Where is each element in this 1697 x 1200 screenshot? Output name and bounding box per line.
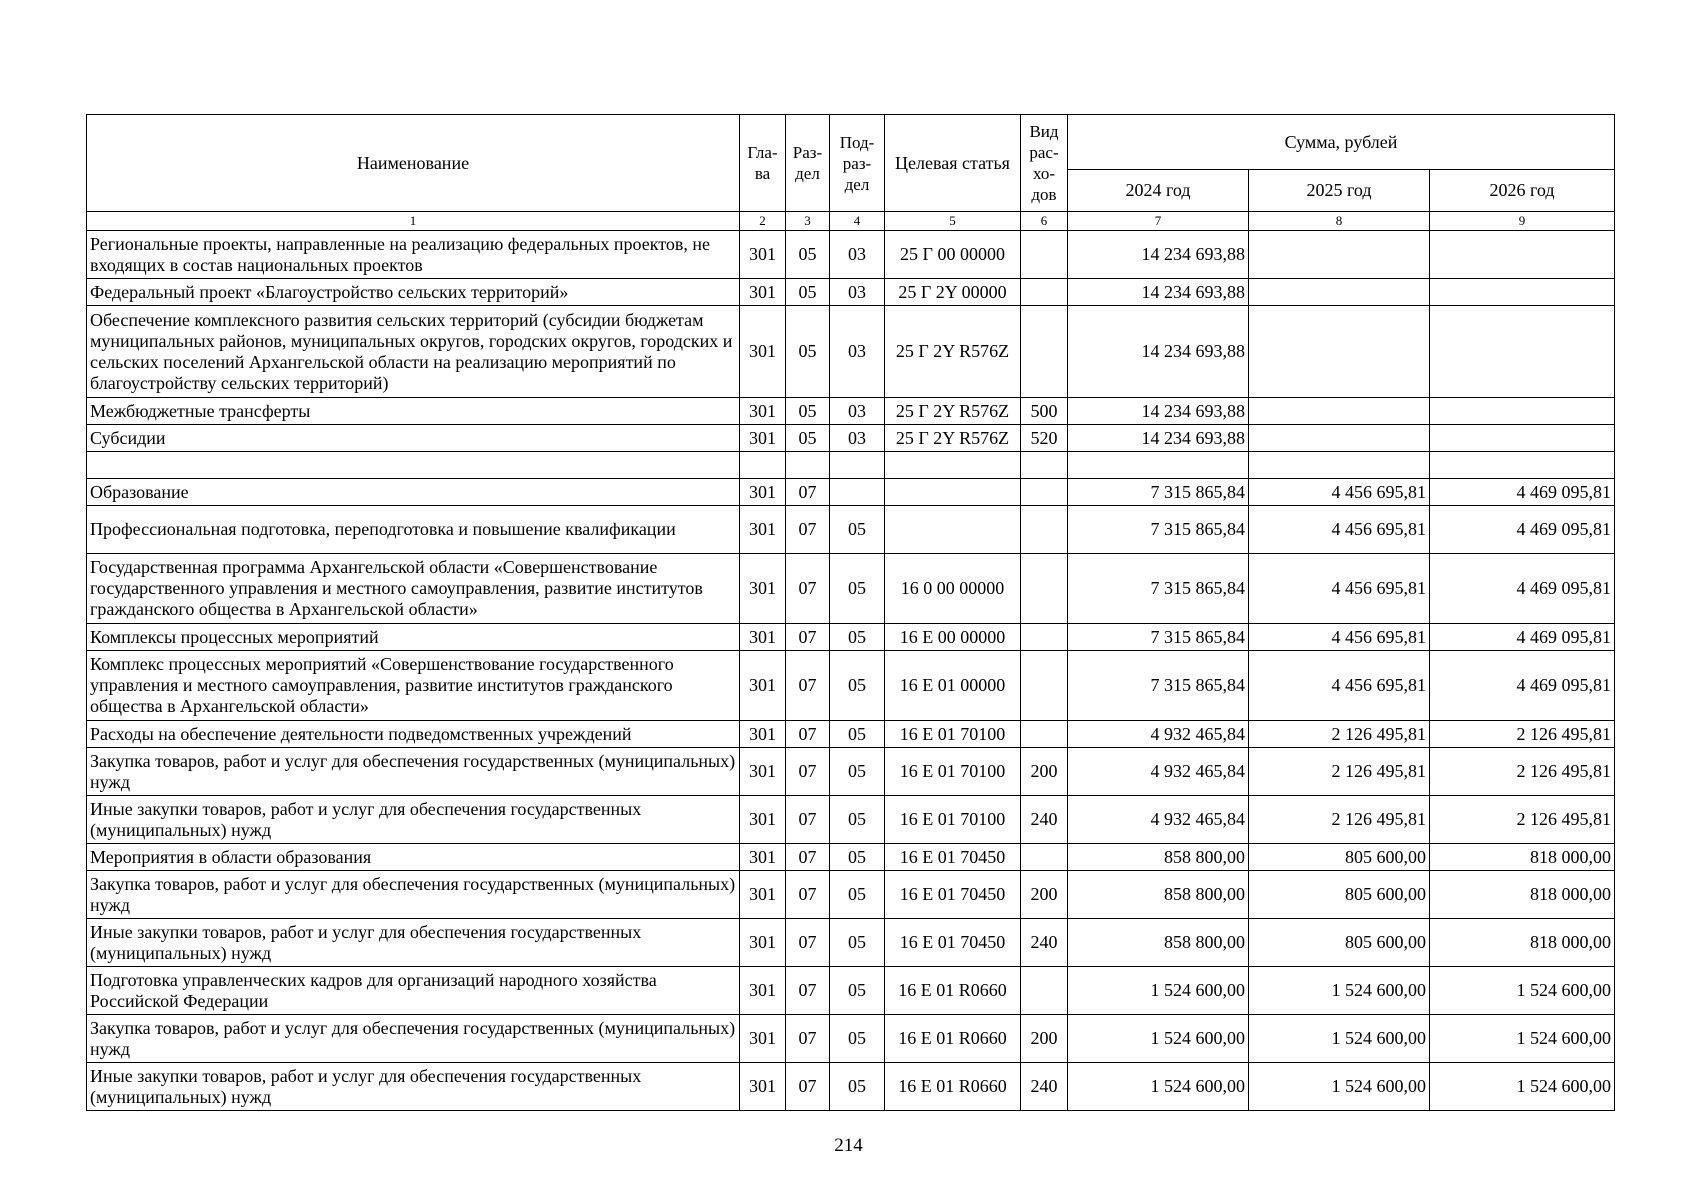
row-sum-2024: 858 800,00 <box>1068 919 1249 967</box>
budget-table <box>86 114 1615 1111</box>
row-target: 16 Е 01 R0660 <box>885 967 1021 1015</box>
row-name: Образование <box>87 479 740 506</box>
column-number: 5 <box>885 212 1021 231</box>
row-expense-type: 200 <box>1021 748 1068 796</box>
row-subsection: 03 <box>830 279 885 306</box>
row-sum-2025: 4 456 695,81 <box>1249 506 1430 554</box>
row-chapter: 301 <box>740 398 786 425</box>
row-section: 05 <box>786 425 830 452</box>
row-chapter: 301 <box>740 279 786 306</box>
header-section: Раз-дел <box>786 115 830 212</box>
table-row <box>87 919 1615 967</box>
column-number: 7 <box>1068 212 1249 231</box>
column-number: 4 <box>830 212 885 231</box>
row-section: 07 <box>786 651 830 721</box>
row-chapter: 301 <box>740 624 786 651</box>
row-sum-2026: 1 524 600,00 <box>1430 1063 1615 1111</box>
row-chapter <box>740 452 786 479</box>
table-row <box>87 651 1615 721</box>
table-row <box>87 1063 1615 1111</box>
row-name: Закупка товаров, работ и услуг для обеспечения государственных (муниципальных) нужд <box>87 748 740 796</box>
row-sum-2026: 818 000,00 <box>1430 844 1615 871</box>
row-name: Государственная программа Архангельской области «Совершенствование государственного управления и местного самоуправления, развитие институтов гражданского общества в Архангельской области» <box>87 554 740 624</box>
row-expense-type <box>1021 844 1068 871</box>
row-expense-type <box>1021 279 1068 306</box>
row-section: 05 <box>786 306 830 398</box>
table-row <box>87 748 1615 796</box>
row-expense-type: 240 <box>1021 919 1068 967</box>
row-sum-2026: 4 469 095,81 <box>1430 624 1615 651</box>
row-section: 05 <box>786 279 830 306</box>
row-subsection <box>830 479 885 506</box>
row-sum-2024: 14 234 693,88 <box>1068 398 1249 425</box>
row-section: 05 <box>786 398 830 425</box>
row-sum-2024: 1 524 600,00 <box>1068 967 1249 1015</box>
header-year-2026: 2026 год <box>1430 170 1615 212</box>
row-target: 16 0 00 00000 <box>885 554 1021 624</box>
row-section: 07 <box>786 624 830 651</box>
row-subsection: 05 <box>830 871 885 919</box>
header-year-2024: 2024 год <box>1068 170 1249 212</box>
table-row <box>87 624 1615 651</box>
row-sum-2026: 818 000,00 <box>1430 919 1615 967</box>
row-name: Расходы на обеспечение деятельности подведомственных учреждений <box>87 721 740 748</box>
row-chapter: 301 <box>740 554 786 624</box>
row-sum-2026 <box>1430 452 1615 479</box>
table-row <box>87 306 1615 398</box>
row-name: Иные закупки товаров, работ и услуг для обеспечения государственных (муниципальных) нужд <box>87 1063 740 1111</box>
row-sum-2025: 1 524 600,00 <box>1249 967 1430 1015</box>
row-sum-2024: 7 315 865,84 <box>1068 554 1249 624</box>
row-name: Комплекс процессных мероприятий «Совершенствование государственного управления и местного самоуправления, развитие институтов гражданского общества в Архангельской области» <box>87 651 740 721</box>
table-header <box>87 115 1615 231</box>
table-row <box>87 279 1615 306</box>
row-section: 07 <box>786 967 830 1015</box>
column-number: 6 <box>1021 212 1068 231</box>
table-row <box>87 231 1615 279</box>
row-name <box>87 452 740 479</box>
column-number: 3 <box>786 212 830 231</box>
row-expense-type <box>1021 452 1068 479</box>
row-sum-2025: 2 126 495,81 <box>1249 796 1430 844</box>
row-sum-2024: 7 315 865,84 <box>1068 651 1249 721</box>
row-subsection: 03 <box>830 398 885 425</box>
header-sum: Сумма, рублей <box>1068 115 1615 170</box>
row-sum-2026: 4 469 095,81 <box>1430 506 1615 554</box>
row-sum-2025: 805 600,00 <box>1249 844 1430 871</box>
row-sum-2024: 7 315 865,84 <box>1068 479 1249 506</box>
row-name: Профессиональная подготовка, переподготовка и повышение квалификации <box>87 506 740 554</box>
header-chapter: Гла-ва <box>740 115 786 212</box>
row-target: 16 Е 01 70450 <box>885 844 1021 871</box>
row-target: 25 Г 2Y R576Z <box>885 398 1021 425</box>
row-target: 16 Е 01 70450 <box>885 871 1021 919</box>
row-sum-2024: 1 524 600,00 <box>1068 1015 1249 1063</box>
row-expense-type: 200 <box>1021 871 1068 919</box>
table-row <box>87 479 1615 506</box>
row-target: 16 Е 01 R0660 <box>885 1015 1021 1063</box>
row-subsection: 05 <box>830 651 885 721</box>
row-sum-2026: 1 524 600,00 <box>1430 1015 1615 1063</box>
row-subsection: 05 <box>830 624 885 651</box>
row-sum-2026 <box>1430 279 1615 306</box>
row-sum-2025: 2 126 495,81 <box>1249 721 1430 748</box>
table-row <box>87 398 1615 425</box>
row-sum-2025 <box>1249 306 1430 398</box>
row-target <box>885 452 1021 479</box>
table-row <box>87 721 1615 748</box>
row-target: 16 Е 01 70100 <box>885 748 1021 796</box>
row-chapter: 301 <box>740 844 786 871</box>
row-subsection: 03 <box>830 306 885 398</box>
row-sum-2026 <box>1430 231 1615 279</box>
row-section: 07 <box>786 919 830 967</box>
row-sum-2025: 1 524 600,00 <box>1249 1015 1430 1063</box>
row-chapter: 301 <box>740 479 786 506</box>
row-sum-2024: 7 315 865,84 <box>1068 506 1249 554</box>
row-expense-type: 240 <box>1021 1063 1068 1111</box>
column-numbers-row <box>87 212 1615 231</box>
row-sum-2024: 1 524 600,00 <box>1068 1063 1249 1111</box>
row-section: 07 <box>786 871 830 919</box>
row-target <box>885 506 1021 554</box>
header-year-2025: 2025 год <box>1249 170 1430 212</box>
row-sum-2024: 858 800,00 <box>1068 844 1249 871</box>
row-name: Региональные проекты, направленные на реализацию федеральных проектов, не входящих в состав национальных проектов <box>87 231 740 279</box>
row-target: 16 Е 01 70450 <box>885 919 1021 967</box>
row-target: 16 Е 01 70100 <box>885 796 1021 844</box>
row-sum-2024: 4 932 465,84 <box>1068 796 1249 844</box>
row-sum-2026: 818 000,00 <box>1430 871 1615 919</box>
row-section: 07 <box>786 748 830 796</box>
row-chapter: 301 <box>740 231 786 279</box>
row-subsection: 05 <box>830 721 885 748</box>
row-subsection: 03 <box>830 425 885 452</box>
row-chapter: 301 <box>740 796 786 844</box>
row-name: Закупка товаров, работ и услуг для обеспечения государственных (муниципальных) нужд <box>87 1015 740 1063</box>
row-subsection: 05 <box>830 1063 885 1111</box>
row-sum-2026 <box>1430 306 1615 398</box>
row-chapter: 301 <box>740 306 786 398</box>
row-section: 07 <box>786 1015 830 1063</box>
row-section: 07 <box>786 554 830 624</box>
row-sum-2026 <box>1430 398 1615 425</box>
column-number: 9 <box>1430 212 1615 231</box>
row-sum-2025: 805 600,00 <box>1249 919 1430 967</box>
row-sum-2025: 4 456 695,81 <box>1249 479 1430 506</box>
row-chapter: 301 <box>740 651 786 721</box>
row-expense-type <box>1021 624 1068 651</box>
row-subsection: 05 <box>830 748 885 796</box>
row-section: 07 <box>786 1063 830 1111</box>
row-sum-2025: 4 456 695,81 <box>1249 624 1430 651</box>
row-sum-2024: 14 234 693,88 <box>1068 306 1249 398</box>
table-row <box>87 1015 1615 1063</box>
row-sum-2026 <box>1430 425 1615 452</box>
row-subsection: 03 <box>830 231 885 279</box>
row-sum-2024: 858 800,00 <box>1068 871 1249 919</box>
row-section: 07 <box>786 844 830 871</box>
row-target: 16 Е 01 R0660 <box>885 1063 1021 1111</box>
row-target: 25 Г 2Y R576Z <box>885 425 1021 452</box>
row-sum-2024: 4 932 465,84 <box>1068 748 1249 796</box>
row-subsection: 05 <box>830 919 885 967</box>
row-chapter: 301 <box>740 967 786 1015</box>
row-chapter: 301 <box>740 1063 786 1111</box>
row-sum-2025: 1 524 600,00 <box>1249 1063 1430 1111</box>
row-expense-type <box>1021 306 1068 398</box>
table-row <box>87 967 1615 1015</box>
row-name: Подготовка управленческих кадров для организаций народного хозяйства Российской Федерации <box>87 967 740 1015</box>
row-target: 25 Г 2Y R576Z <box>885 306 1021 398</box>
header-target: Целевая статья <box>885 115 1021 212</box>
row-expense-type <box>1021 967 1068 1015</box>
table-body <box>87 231 1615 1111</box>
row-section <box>786 452 830 479</box>
table-row <box>87 554 1615 624</box>
row-name: Иные закупки товаров, работ и услуг для обеспечения государственных (муниципальных) нужд <box>87 796 740 844</box>
row-sum-2025: 4 456 695,81 <box>1249 651 1430 721</box>
column-number: 1 <box>87 212 740 231</box>
row-sum-2024: 14 234 693,88 <box>1068 425 1249 452</box>
row-chapter: 301 <box>740 1015 786 1063</box>
row-sum-2024 <box>1068 452 1249 479</box>
table-row <box>87 871 1615 919</box>
row-chapter: 301 <box>740 506 786 554</box>
row-chapter: 301 <box>740 919 786 967</box>
row-target: 16 Е 01 70100 <box>885 721 1021 748</box>
row-sum-2024: 14 234 693,88 <box>1068 279 1249 306</box>
row-expense-type <box>1021 721 1068 748</box>
row-chapter: 301 <box>740 721 786 748</box>
row-expense-type: 500 <box>1021 398 1068 425</box>
row-target <box>885 479 1021 506</box>
row-name: Комплексы процессных мероприятий <box>87 624 740 651</box>
header-expense-type: Вид рас-хо-дов <box>1021 115 1068 212</box>
row-name: Мероприятия в области образования <box>87 844 740 871</box>
row-section: 07 <box>786 479 830 506</box>
row-subsection: 05 <box>830 796 885 844</box>
row-sum-2026: 2 126 495,81 <box>1430 721 1615 748</box>
row-name: Закупка товаров, работ и услуг для обеспечения государственных (муниципальных) нужд <box>87 871 740 919</box>
row-sum-2026: 2 126 495,81 <box>1430 796 1615 844</box>
row-chapter: 301 <box>740 871 786 919</box>
table-row <box>87 506 1615 554</box>
column-number: 8 <box>1249 212 1430 231</box>
header-name: Наименование <box>87 115 740 212</box>
row-chapter: 301 <box>740 425 786 452</box>
row-section: 07 <box>786 506 830 554</box>
header-subsection: Под-раз-дел <box>830 115 885 212</box>
row-expense-type <box>1021 554 1068 624</box>
row-subsection: 05 <box>830 1015 885 1063</box>
row-sum-2024: 4 932 465,84 <box>1068 721 1249 748</box>
row-section: 05 <box>786 231 830 279</box>
table-row <box>87 844 1615 871</box>
row-target: 16 Е 00 00000 <box>885 624 1021 651</box>
row-subsection: 05 <box>830 554 885 624</box>
row-name: Субсидии <box>87 425 740 452</box>
row-sum-2025: 805 600,00 <box>1249 871 1430 919</box>
row-sum-2025 <box>1249 279 1430 306</box>
row-sum-2026: 4 469 095,81 <box>1430 651 1615 721</box>
row-expense-type <box>1021 479 1068 506</box>
row-name: Иные закупки товаров, работ и услуг для обеспечения государственных (муниципальных) нужд <box>87 919 740 967</box>
row-expense-type: 200 <box>1021 1015 1068 1063</box>
row-expense-type <box>1021 506 1068 554</box>
row-sum-2025 <box>1249 231 1430 279</box>
table-row <box>87 796 1615 844</box>
row-sum-2026: 1 524 600,00 <box>1430 967 1615 1015</box>
row-section: 07 <box>786 796 830 844</box>
row-sum-2026: 4 469 095,81 <box>1430 479 1615 506</box>
page-number: 214 <box>834 1135 863 1156</box>
column-number: 2 <box>740 212 786 231</box>
row-chapter: 301 <box>740 748 786 796</box>
row-expense-type <box>1021 651 1068 721</box>
row-target: 25 Г 2Y 00000 <box>885 279 1021 306</box>
table-row <box>87 425 1615 452</box>
row-target: 16 Е 01 00000 <box>885 651 1021 721</box>
row-name: Федеральный проект «Благоустройство сельских территорий» <box>87 279 740 306</box>
row-expense-type: 520 <box>1021 425 1068 452</box>
row-sum-2024: 14 234 693,88 <box>1068 231 1249 279</box>
row-expense-type: 240 <box>1021 796 1068 844</box>
row-sum-2026: 4 469 095,81 <box>1430 554 1615 624</box>
row-subsection: 05 <box>830 844 885 871</box>
row-sum-2025 <box>1249 425 1430 452</box>
row-sum-2025 <box>1249 398 1430 425</box>
row-sum-2024: 7 315 865,84 <box>1068 624 1249 651</box>
row-subsection: 05 <box>830 967 885 1015</box>
row-subsection: 05 <box>830 506 885 554</box>
row-subsection <box>830 452 885 479</box>
row-name: Обеспечение комплексного развития сельских территорий (субсидии бюджетам муниципальных районов, муниципальных округов, городских округов, городских и сельских поселений Архангельской области на реализацию мероприятий по благоустройству сельских территорий) <box>87 306 740 398</box>
row-target: 25 Г 00 00000 <box>885 231 1021 279</box>
row-section: 07 <box>786 721 830 748</box>
row-expense-type <box>1021 231 1068 279</box>
row-sum-2026: 2 126 495,81 <box>1430 748 1615 796</box>
table-row <box>87 452 1615 479</box>
row-sum-2025: 2 126 495,81 <box>1249 748 1430 796</box>
row-sum-2025: 4 456 695,81 <box>1249 554 1430 624</box>
row-sum-2025 <box>1249 452 1430 479</box>
row-name: Межбюджетные трансферты <box>87 398 740 425</box>
